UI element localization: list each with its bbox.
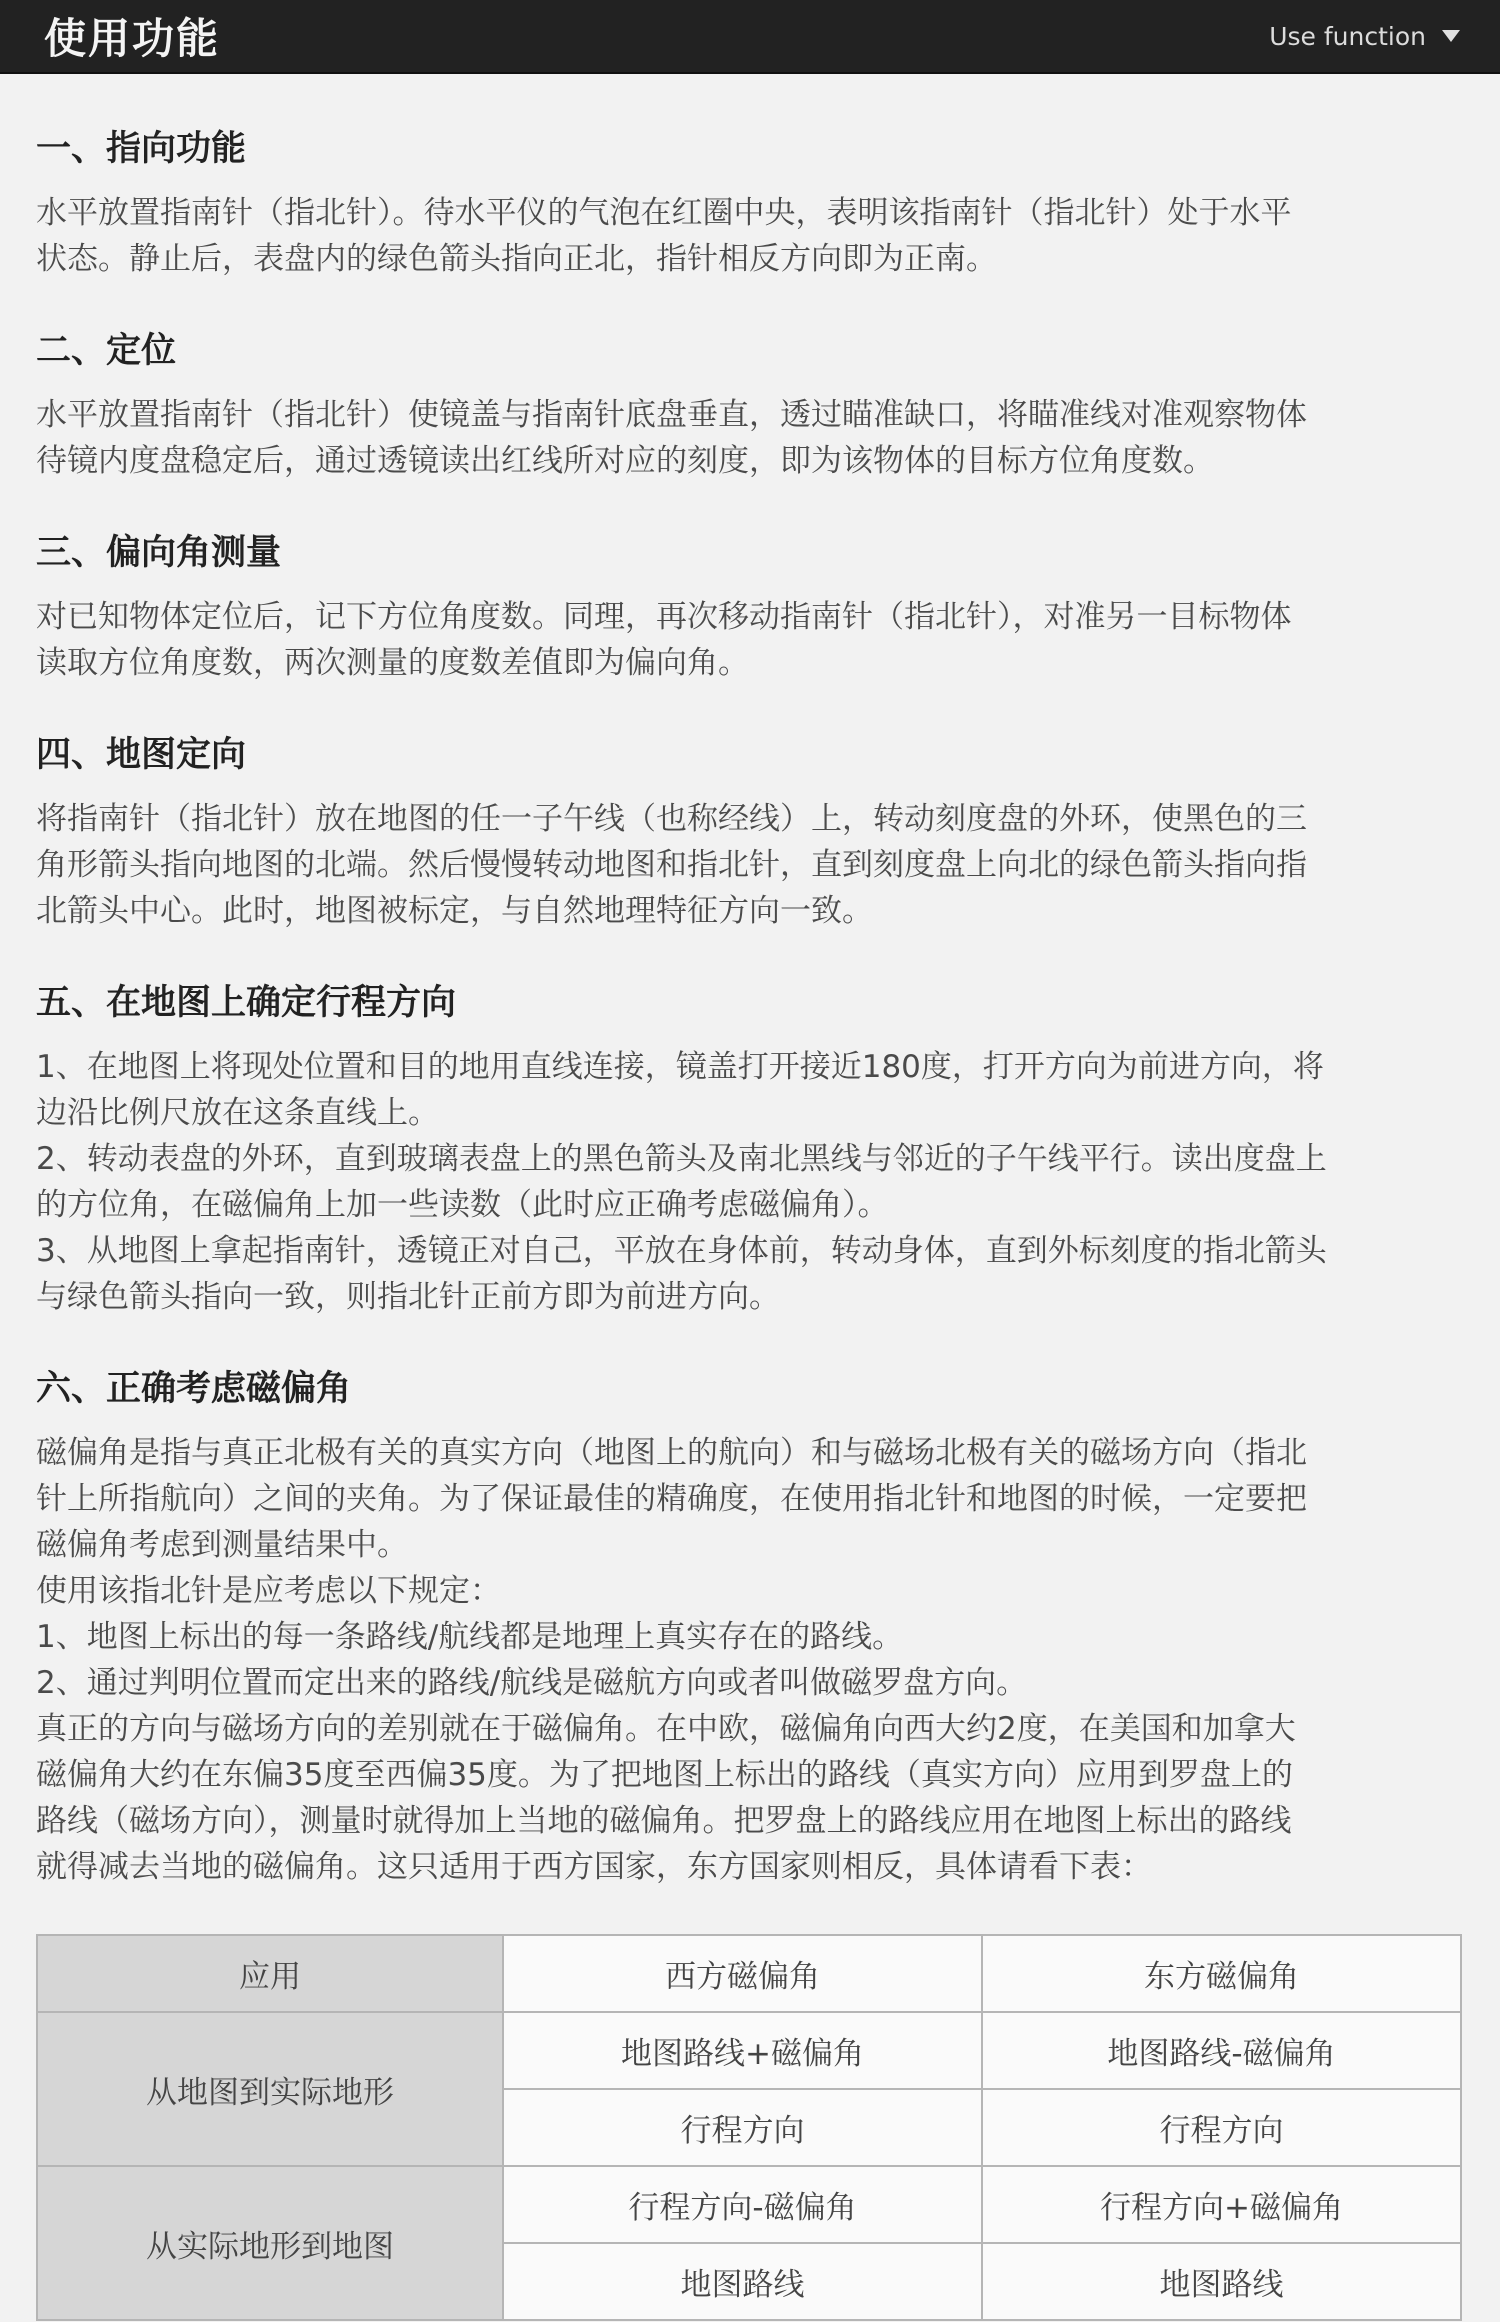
- body-line: 角形箭头指向地图的北端。然后慢慢转动地图和指北针，直到刻度盘上向北的绿色箭头指向指: [36, 847, 1307, 883]
- body-line: 磁偏角是指与真正北极有关的真实方向（地图上的航向）和与磁场北极有关的磁场方向（指北: [36, 1435, 1307, 1471]
- body-line: 2、通过判明位置而定出来的路线/航线是磁航方向或者叫做磁罗盘方向。: [36, 1665, 1028, 1701]
- body-line: 磁偏角大约在东偏35度至西偏35度。为了把地图上标出的路线（真实方向）应用到罗盘上的: [36, 1757, 1293, 1793]
- section-title: 三、偏向角测量: [36, 533, 282, 573]
- body-line: 对已知物体定位后，记下方位角度数。同理，再次移动指南针（指北针），对准另一目标物体: [36, 599, 1292, 635]
- section: [36, 730, 1464, 934]
- section-title: 六、正确考虑磁偏角: [36, 1369, 352, 1409]
- body-line: 与绿色箭头指向一致，则指北针正前方即为前进方向。: [36, 1279, 780, 1315]
- body-line: 水平放置指南针（指北针）使镜盖与指南针底盘垂直，透过瞄准缺口，将瞄准线对准观察物体: [36, 397, 1307, 433]
- content: [0, 74, 1500, 2321]
- table-header-cell: 应用: [37, 1935, 503, 2012]
- body-line: 状态。静止后，表盘内的绿色箭头指向正北，指针相反方向即为正南。: [36, 241, 997, 277]
- body-line: 水平放置指南针（指北针）。待水平仪的气泡在红圈中央，表明该指南针（指北针）处于水平: [36, 195, 1292, 231]
- section: [36, 528, 1464, 686]
- body-line: 1、地图上标出的每一条路线/航线都是地理上真实存在的路线。: [36, 1619, 904, 1655]
- section: [36, 1364, 1464, 1890]
- table-cell: 地图路线-磁偏角: [982, 2012, 1461, 2089]
- body-line: 针上所指航向）之间的夹角。为了保证最佳的精确度，在使用指北针和地图的时候，一定要把: [36, 1481, 1307, 1517]
- table-row: [37, 2012, 1461, 2089]
- page-header: [0, 0, 1500, 74]
- table-cell: 地图路线: [503, 2243, 982, 2320]
- table-cell: 行程方向: [503, 2089, 982, 2166]
- section-body: [36, 796, 1464, 934]
- section-body: [36, 392, 1464, 484]
- table-cell: 行程方向: [982, 2089, 1461, 2166]
- section: [36, 326, 1464, 484]
- table-header-cell: 东方磁偏角: [982, 1935, 1461, 2012]
- body-line: 磁偏角考虑到测量结果中。: [36, 1527, 408, 1563]
- body-line: 将指南针（指北针）放在地图的任一子午线（也称经线）上，转动刻度盘的外环，使黑色的三: [36, 801, 1307, 837]
- section-title: 二、定位: [36, 331, 177, 371]
- body-line: 的方位角，在磁偏角上加一些读数（此时应正确考虑磁偏角）。: [36, 1187, 889, 1223]
- body-line: 待镜内度盘稳定后，通过透镜读出红线所对应的刻度，即为该物体的目标方位角度数。: [36, 443, 1214, 479]
- caret-down-icon: [1442, 30, 1460, 42]
- section-body: [36, 1044, 1464, 1320]
- section-title: 五、在地图上确定行程方向: [36, 983, 457, 1023]
- body-line: 路线（磁场方向），测量时就得加上当地的磁偏角。把罗盘上的路线应用在地图上标出的路线: [36, 1803, 1292, 1839]
- body-line: 3、从地图上拿起指南针，透镜正对自己，平放在身体前，转动身体，直到外标刻度的指北箭头: [36, 1233, 1327, 1269]
- body-line: 2、转动表盘的外环，直到玻璃表盘上的黑色箭头及南北黑线与邻近的子午线平行。读出度盘上: [36, 1141, 1327, 1177]
- body-line: 读取方位角度数，两次测量的度数差值即为偏向角。: [36, 645, 749, 681]
- table-cell: 行程方向-磁偏角: [503, 2166, 982, 2243]
- section: [36, 124, 1464, 282]
- section: [36, 978, 1464, 1320]
- sections: [36, 124, 1464, 1890]
- table-cell: 地图路线+磁偏角: [503, 2012, 982, 2089]
- table-cell: 地图路线: [982, 2243, 1461, 2320]
- table-header-cell: 西方磁偏角: [503, 1935, 982, 2012]
- body-line: 北箭头中心。此时，地图被标定，与自然地理特征方向一致。: [36, 893, 873, 929]
- section-body: [36, 1430, 1464, 1890]
- table-header-row: [37, 1935, 1461, 2012]
- body-line: 使用该指北针是应考虑以下规定：: [36, 1573, 501, 1609]
- section-body: [36, 190, 1464, 282]
- table-cell: 行程方向+磁偏角: [982, 2166, 1461, 2243]
- body-line: 就得减去当地的磁偏角。这只适用于西方国家，东方国家则相反，具体请看下表：: [36, 1849, 1152, 1885]
- page-title: 使用功能: [44, 14, 221, 63]
- body-line: 真正的方向与磁场方向的差别就在于磁偏角。在中欧，磁偏角向西大约2度，在美国和加拿大: [36, 1711, 1296, 1747]
- declination-table: [36, 1934, 1462, 2321]
- use-function-menu[interactable]: [1269, 22, 1460, 51]
- section-title: 一、指向功能: [36, 129, 247, 169]
- table-group-label: 从实际地形到地图: [37, 2166, 503, 2320]
- section-title: 四、地图定向: [36, 735, 247, 775]
- use-function-label: Use function: [1269, 21, 1426, 51]
- body-line: 边沿比例尺放在这条直线上。: [36, 1095, 439, 1131]
- table-row: [37, 2166, 1461, 2243]
- body-line: 1、在地图上将现处位置和目的地用直线连接，镜盖打开接近180度，打开方向为前进方向，将: [36, 1049, 1324, 1085]
- table-group-label: 从地图到实际地形: [37, 2012, 503, 2166]
- section-body: [36, 594, 1464, 686]
